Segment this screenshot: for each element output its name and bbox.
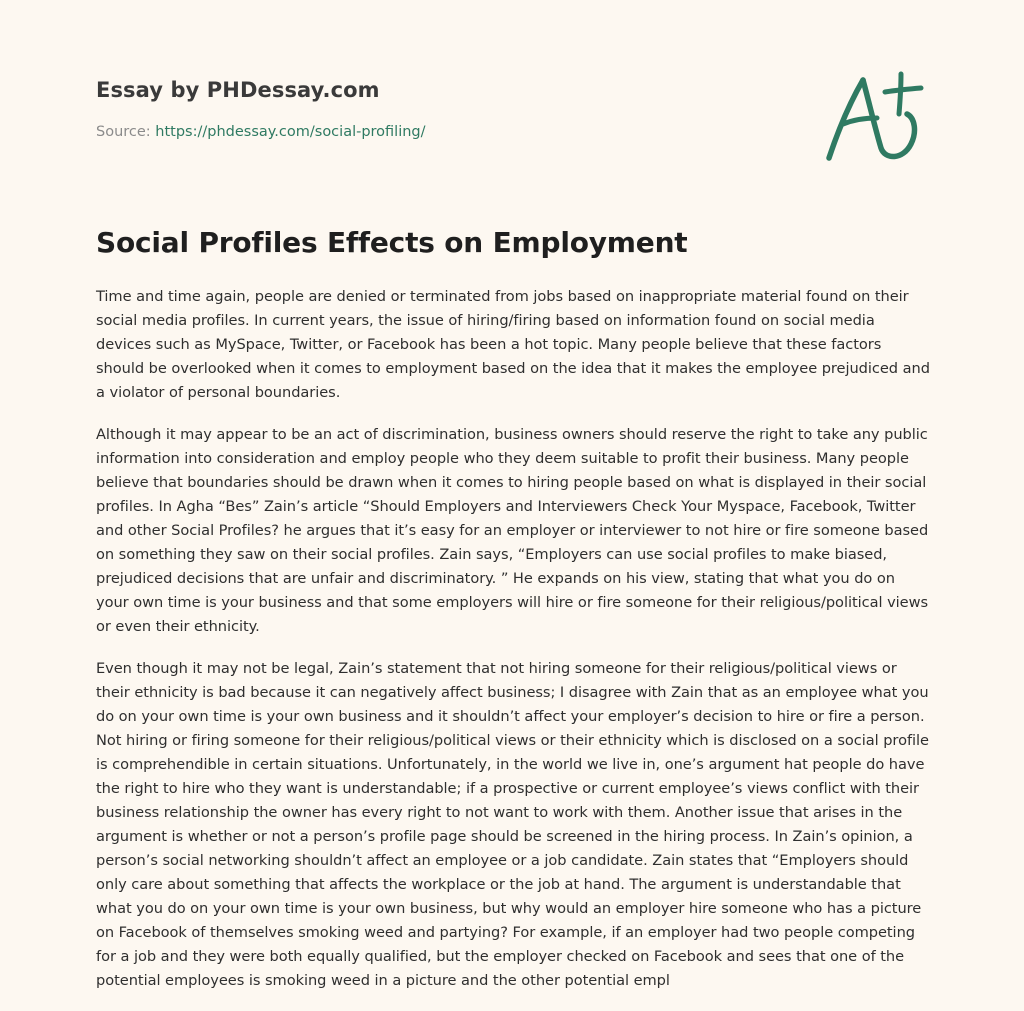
paragraph: Even though it may not be legal, Zain’s statement that not hiring someone for their religious/political views or their ethnicity is bad because it can negatively affect business; I disagree with Zain that as an employee what you do on your own time is your own business and it shouldn’t affect your employer’s decision to hire or fire a person. Not hiring or firing someone for their religious/political views or their ethnicity which is disclosed on a social profile is comprehendible in certain situations. Unfortunately, in the world we live in, one’s argument hat people do have the right to hire who they want is understandable; if a prospective or current employee’s views conflict with their business relationship the owner has every right to not want to work with them. Another issue that arises in the argument is whether or not a person’s profile page should be screened in the hiring process. In Zain’s opinion, a person’s social networking shouldn’t affect an employee or a job candidate. Zain states that “Employers should only care about something that affects the workplace or the job at hand. The argument is understandable that what you do on your own time is your own business, but why would an employer hire someone who has a picture on Facebook of themselves smoking weed and partying? For example, if an employer had two people competing for a job and they were both equally qualified, but the employer checked on Facebook and sees that one of the potential employees is smoking weed in a picture and the other potential empl [96, 660, 929, 989]
site-brand: Essay by PHDessay.com [96, 78, 380, 102]
essay-page [96, 0, 932, 989]
source-label: Source: [96, 124, 151, 140]
article-title: Social Profiles Effects on Employment [96, 226, 688, 259]
paragraph: Although it may appear to be an act of discrimination, business owners should reserve the right to take any public information into consideration and employ people who they deem suitable to profit their business. Many people believe that boundaries should be drawn when it comes to hiring people based on what is displayed in their social profiles. In Agha “Bes” Zain’s article “Should Employers and Interviewers Check Your Myspace, Facebook, Twitter and other Social Profiles? he argues that it’s easy for an employer or interviewer to not hire or fire someone based on something they saw on their social profiles. Zain says, “Employers can use social profiles to make biased, prejudiced decisions that are unfair and discriminatory. ” He expands on his view, stating that what you do on your own time is your business and that some employers will hire or fire someone for their religious/political views or even their ethnicity. [96, 426, 929, 635]
header [96, 0, 932, 190]
a-plus-logo-icon [823, 68, 927, 164]
source-link[interactable]: https://phdessay.com/social-profiling/ [155, 124, 426, 140]
article-body [96, 285, 932, 1011]
paragraph: Time and time again, people are denied or terminated from jobs based on inappropriate material found on their social media profiles. In current years, the issue of hiring/firing based on information found on social media devices such as MySpace, Twitter, or Facebook has been a hot topic. Many people believe that these factors should be overlooked when it comes to employment based on the idea that it makes the employee prejudiced and a violator of personal boundaries. [96, 288, 930, 401]
source-line [96, 124, 426, 140]
